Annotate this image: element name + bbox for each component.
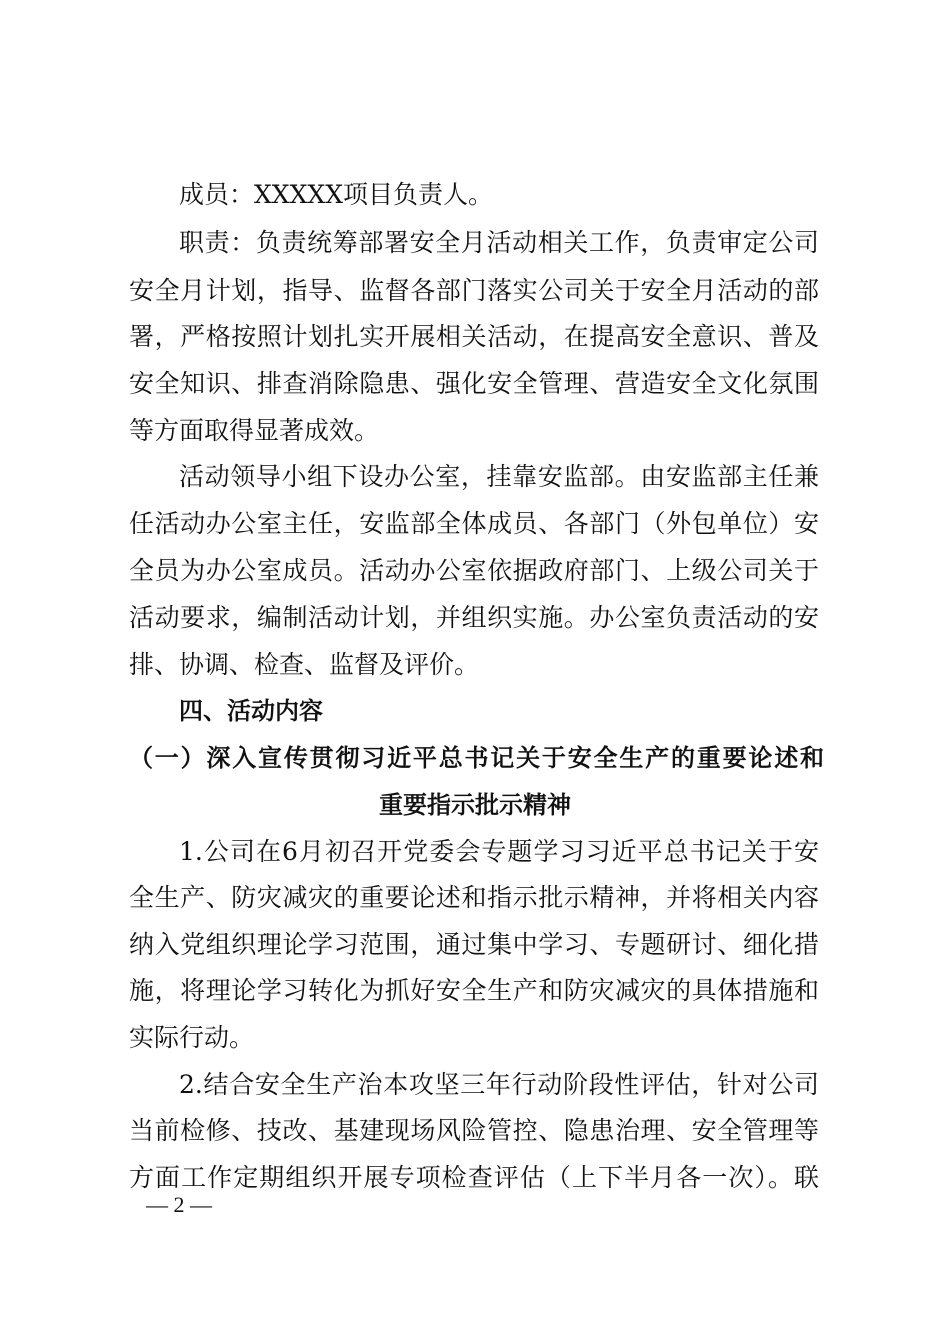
duties-line-5: 等方面取得显著成效。 [129, 416, 380, 445]
section-heading: 四、活动内容 [179, 697, 323, 725]
item2-line-2: 当前检修、技改、基建现场风险管控、隐患治理、安全管理等 [129, 1116, 819, 1145]
item2-line-3: 方面工作定期组织开展专项检查评估（上下半月各一次）。联 [129, 1163, 819, 1192]
item1-line-4: 施，将理论学习转化为抓好安全生产和防灾减灾的具体措施和 [129, 976, 819, 1005]
duties-line-2: 安全月计划，指导、监督各部门落实公司关于安全月活动的部 [129, 276, 819, 305]
item1-line-1: 1.公司在6月初召开党委会专题学习习近平总书记关于安 [179, 837, 819, 866]
members-line: 成员：XXXXX项目负责人。 [179, 180, 493, 209]
subsection-title-line-1: （一）深入宣传贯彻习近平总书记关于安全生产的重要论述和 [129, 743, 824, 772]
office-line-1: 活动领导小组下设办公室，挂靠安监部。由安监部主任兼 [179, 462, 819, 491]
office-line-5: 排、协调、检查、监督及评价。 [129, 650, 480, 679]
item1-line-2: 全生产、防灾减灾的重要论述和指示批示精神，并将相关内容 [129, 883, 819, 912]
item1-line-5: 实际行动。 [129, 1023, 255, 1052]
office-line-2: 任活动办公室主任，安监部全体成员、各部门（外包单位）安 [129, 509, 819, 538]
item2-line-1: 2.结合安全生产治本攻坚三年行动阶段性评估，针对公司 [179, 1070, 819, 1099]
duties-line-4: 安全知识、排查消除隐患、强化安全管理、营造安全文化氛围 [129, 369, 819, 398]
duties-line-1: 职责：负责统筹部署安全月活动相关工作，负责审定公司 [179, 228, 819, 257]
subsection-title-line-2: 重要指示批示精神 [379, 790, 571, 819]
page-number: — 2 — [146, 1192, 212, 1217]
item1-line-3: 纳入党组织理论学习范围，通过集中学习、专题研讨、细化措 [129, 930, 819, 959]
office-line-3: 全员为办公室成员。活动办公室依据政府部门、上级公司关于 [129, 556, 819, 585]
duties-line-3: 署，严格按照计划扎实开展相关活动，在提高安全意识、普及 [129, 322, 819, 351]
office-line-4: 活动要求，编制活动计划，并组织实施。办公室负责活动的安 [129, 603, 819, 632]
